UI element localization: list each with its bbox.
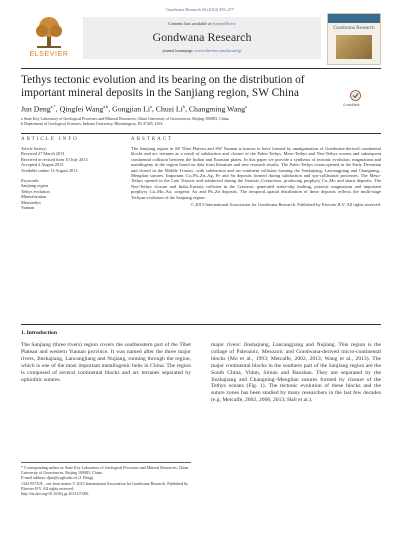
article-info-heading: ARTICLE INFO	[21, 137, 79, 142]
author-name[interactable]: Chusi Li	[155, 104, 183, 114]
journal-name: Gondwana Research	[152, 30, 252, 44]
sciencedirect-link[interactable]: ScienceDirect	[212, 21, 236, 26]
journal-citation: Gondwana Research 26 (2014) 459–477	[166, 7, 234, 12]
journal-header	[21, 13, 381, 65]
section-heading: 1. Introduction	[21, 330, 57, 336]
contents-line	[83, 21, 321, 26]
crossmark-icon[interactable]	[350, 90, 361, 101]
author-affil-mark: a,b	[103, 104, 109, 109]
history-item: Accepted 2 August 2013	[21, 162, 64, 168]
body-column-left: The Sanjiang (three rivers) region covers the southeastern part of the Tibet Plateau and western Yunnan province. It was named after the three major rivers, Jinshajiang, Lancangjiang and Nujiang, running through the region, which is one of the most important metallogenic belts in China. The region is composed of several continental blocks and arc terranes separated by ophiolitic sutures.	[21, 342, 191, 383]
body-column-right: major rivers: Jinshajiang, Lancangjiang and Nujiang. This region is the collage of Paleozoic, Mesozoic and Gondwana-derived micro-continental blocks (Mo et al., 1993; Metcalfe, 2002, 2013; Wang et al., 2013). The major continental blocks in the southern part of the Sanjiang region are the South China, Yidun, Simao and Baoshan. They are separated by the Jinshajiang and Changning–Menglian sutures formed by closure of the Tethys oceans (Fig. 1). The tectonic evolution of these blocks and the suture zones has been studied by many researchers in the last few decades (e.g. Metcalfe, 2002, 2006, 2013; Hall et al.).	[211, 342, 381, 404]
footnote-issn: 1342-937X/$ – see front matter © 2013 International Association for Gondwana Research. Published by Elsevier B.V. All rights reserved.	[21, 480, 189, 491]
history-item: Received in revised form 10 July 2013	[21, 156, 88, 162]
homepage-label: journal homepage:	[162, 48, 195, 53]
affiliations	[21, 116, 351, 126]
history-item: Received 27 March 2013	[21, 151, 65, 157]
cover-band	[328, 14, 380, 23]
author-affil-mark: a,*	[50, 104, 56, 109]
section-rule	[21, 133, 381, 134]
history-title: Article history:	[21, 146, 48, 151]
keyword: Yunnan	[21, 205, 35, 211]
article-title: Tethys tectonic evolution and its bearing on the distribution of important mineral deposits in the Sanjiang region, SW China	[21, 74, 305, 99]
abstract-rule	[21, 324, 381, 325]
article-info	[21, 146, 121, 210]
affiliation: b Department of Geological Sciences, Indiana University, Bloomington, IN 47405, USA	[21, 121, 163, 127]
journal-homepage	[83, 48, 321, 53]
journal-banner	[83, 17, 321, 59]
keyword: Tethys evolution	[21, 188, 50, 194]
copyright-line: © 2013 International Association for Gondwana Research. Published by Elsevier B.V. All rights reserved.	[190, 202, 381, 208]
abstract-heading: ABSTRACT	[131, 137, 174, 142]
author-affil-mark: b	[182, 104, 185, 109]
footnote: * Corresponding author at: State Key Laboratory of Geological Processes and Mineral Resources, China University of Geosciences, Beijing 100083, China.	[21, 465, 189, 476]
publisher-name: ELSEVIER	[29, 51, 69, 58]
author-list: Jun Deng$^{a,*}$, Qingfei Wang$^{a,b}$, Gongjian Li$^a$, Chusi Li$^b$, Changming Wang$^a$	[21, 104, 247, 114]
author-name[interactable]: Changming Wang	[188, 104, 246, 114]
author-affil-mark: a	[245, 104, 247, 109]
footnotes	[21, 462, 191, 496]
author-name[interactable]: Jun Deng	[21, 104, 51, 114]
journal-cover-thumbnail	[327, 13, 381, 65]
keyword: Mineralization	[21, 194, 47, 200]
abstract-text: The Sanjiang region in SE Tibet Plateau and SW Yunnan is known to have formed by amalgamation of Gondwana-derived continental blocks and arc terranes as a result of subduction and closure of the Paleo-Tethys, Meso-Tethys and Neo-Tethys oceans and subsequent continental collision between the Indian and Eurasian plates. In this paper we provide a synthesis of tectonic evolution, magmatism and metallogeny in the region based on data from literature and new research results. The Paleo-Tethys ocean opened in the Early Devonian and closed in the Middle Triassic, with subduction and arc-continent collision forming the Jinshajiang, Lancangjiang and Changning–Menglian sutures. Important Cu–Pb–Zn–Ag, Fe and Sn deposits formed during subduction and syn-collisional processes. The Meso-Tethys opened in the Late Triassic and subducted during the Jurassic–Cretaceous, producing porphyry Cu–Mo and skarn deposits. The Neo-Tethys closure and India–Eurasia collision in the Cenozoic generated strike-slip faulting, potassic magmatism and important porphyry Cu–Mo–Au, orogenic Au and Pb–Zn deposits. The temporal–spatial distribution of these deposits reflects the multi-stage Tethyan evolution of the Sanjiang region.	[131, 146, 381, 200]
publisher-logo	[21, 15, 77, 61]
cover-image	[336, 35, 372, 59]
author-name[interactable]: Qingfei Wang	[59, 104, 104, 114]
keywords-title: Keywords:	[21, 178, 40, 184]
abstract-body	[131, 146, 381, 207]
homepage-link[interactable]: www.elsevier.com/locate/gr	[194, 48, 242, 53]
history-item: Available online 13 August 2013	[21, 167, 78, 173]
footnote-email[interactable]: E-mail address: djun@cugb.edu.cn (J. Deng).	[21, 475, 94, 481]
keyword: Sanjiang region	[21, 183, 49, 189]
elsevier-tree-icon	[33, 15, 65, 49]
doi-link[interactable]: http://dx.doi.org/10.1016/j.gr.2013.07.006	[21, 491, 89, 497]
affiliation: a State Key Laboratory of Geological Processes and Mineral Resources, China University of Geosciences, Beijing 100083, China	[21, 116, 229, 121]
author-name[interactable]: Gongjian Li	[112, 104, 151, 114]
crossmark-label: CrossMark	[343, 103, 360, 107]
author-affil-mark: a	[150, 104, 152, 109]
header-rule	[21, 68, 381, 69]
keyword: Mesotethys	[21, 199, 41, 205]
contents-text: Contents lists available at	[168, 21, 213, 26]
cover-title: Gondwana Research	[333, 26, 375, 31]
